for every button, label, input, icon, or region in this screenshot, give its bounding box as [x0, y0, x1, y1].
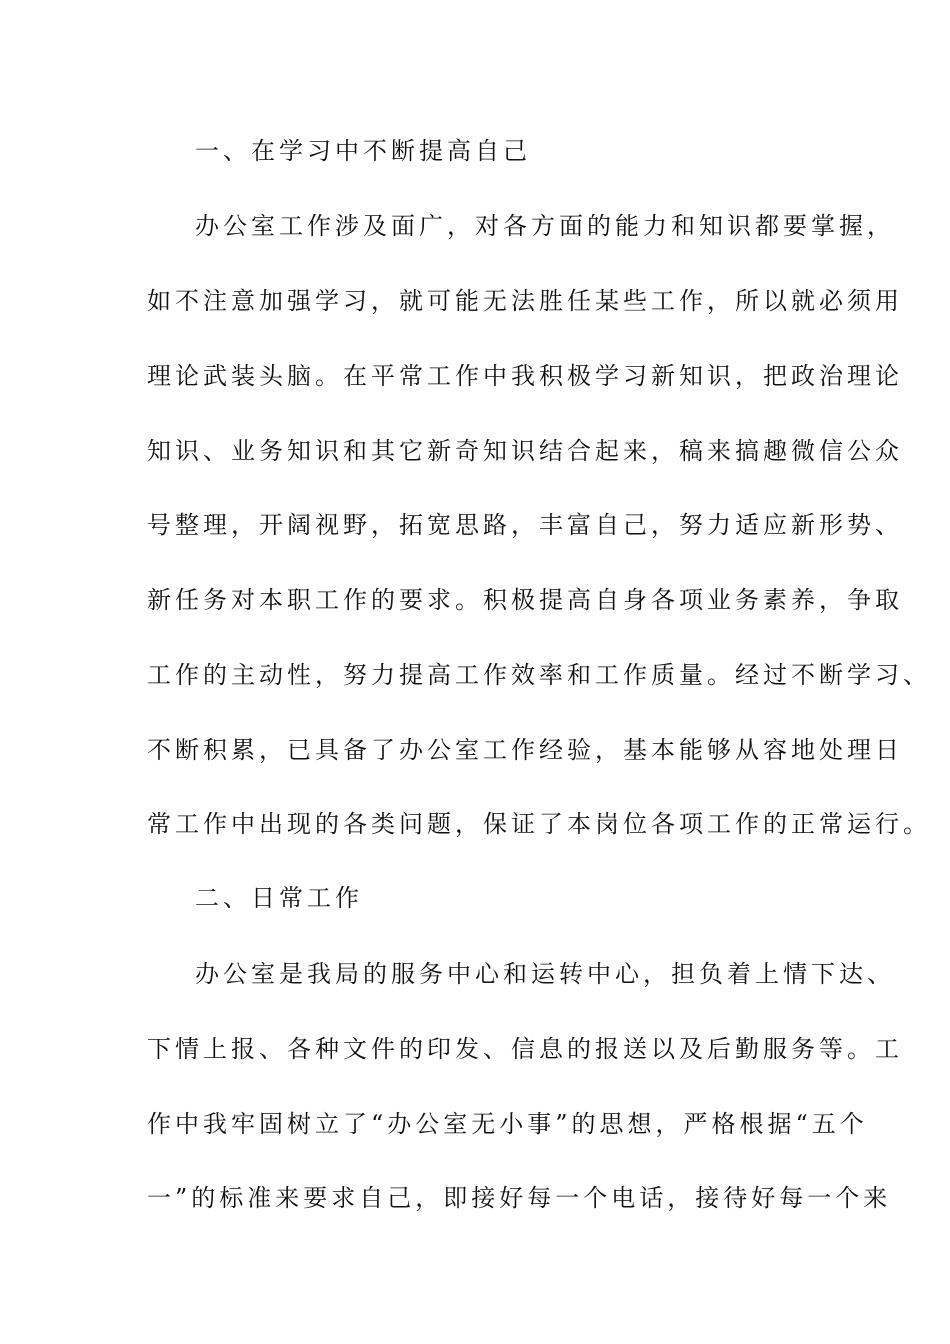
paragraph-line: 办公室工作涉及面广，对各方面的能力和知识都要掌握， — [195, 212, 895, 240]
paragraph-line: 理论武装头脑。在平常工作中我积极学习新知识，把政治理论 — [147, 362, 903, 390]
paragraph-line: 如不注意加强学习，就可能无法胜任某些工作，所以就必须用 — [147, 287, 903, 315]
paragraph-line: 办公室是我局的服务中心和运转中心，担负着上情下达、 — [195, 960, 895, 988]
section-heading-1: 一、在学习中不断提高自己 — [195, 137, 531, 165]
paragraph-line: 工作的主动性，努力提高工作效率和工作质量。经过不断学习、 — [147, 661, 931, 689]
paragraph-line: 一”的标准来要求自己，即接好每一个电话，接待好每一个来 — [147, 1184, 892, 1212]
paragraph-line: 不断积累，已具备了办公室工作经验，基本能够从容地处理日 — [147, 736, 903, 764]
paragraph-line: 作中我牢固树立了“办公室无小事”的思想，严格根据“五个 — [147, 1110, 868, 1138]
paragraph-line: 下情上报、各种文件的印发、信息的报送以及后勤服务等。工 — [147, 1035, 903, 1063]
paragraph-line: 常工作中出现的各类问题，保证了本岗位各项工作的正常运行。 — [147, 810, 931, 838]
section-heading-2: 二、日常工作 — [195, 884, 363, 912]
paragraph-line: 号整理，开阔视野，拓宽思路，丰富自己，努力适应新形势、 — [147, 511, 903, 539]
paragraph-line: 知识、业务知识和其它新奇知识结合起来，稿来搞趣微信公众 — [147, 437, 903, 465]
paragraph-line: 新任务对本职工作的要求。积极提高自身各项业务素养，争取 — [147, 586, 903, 614]
